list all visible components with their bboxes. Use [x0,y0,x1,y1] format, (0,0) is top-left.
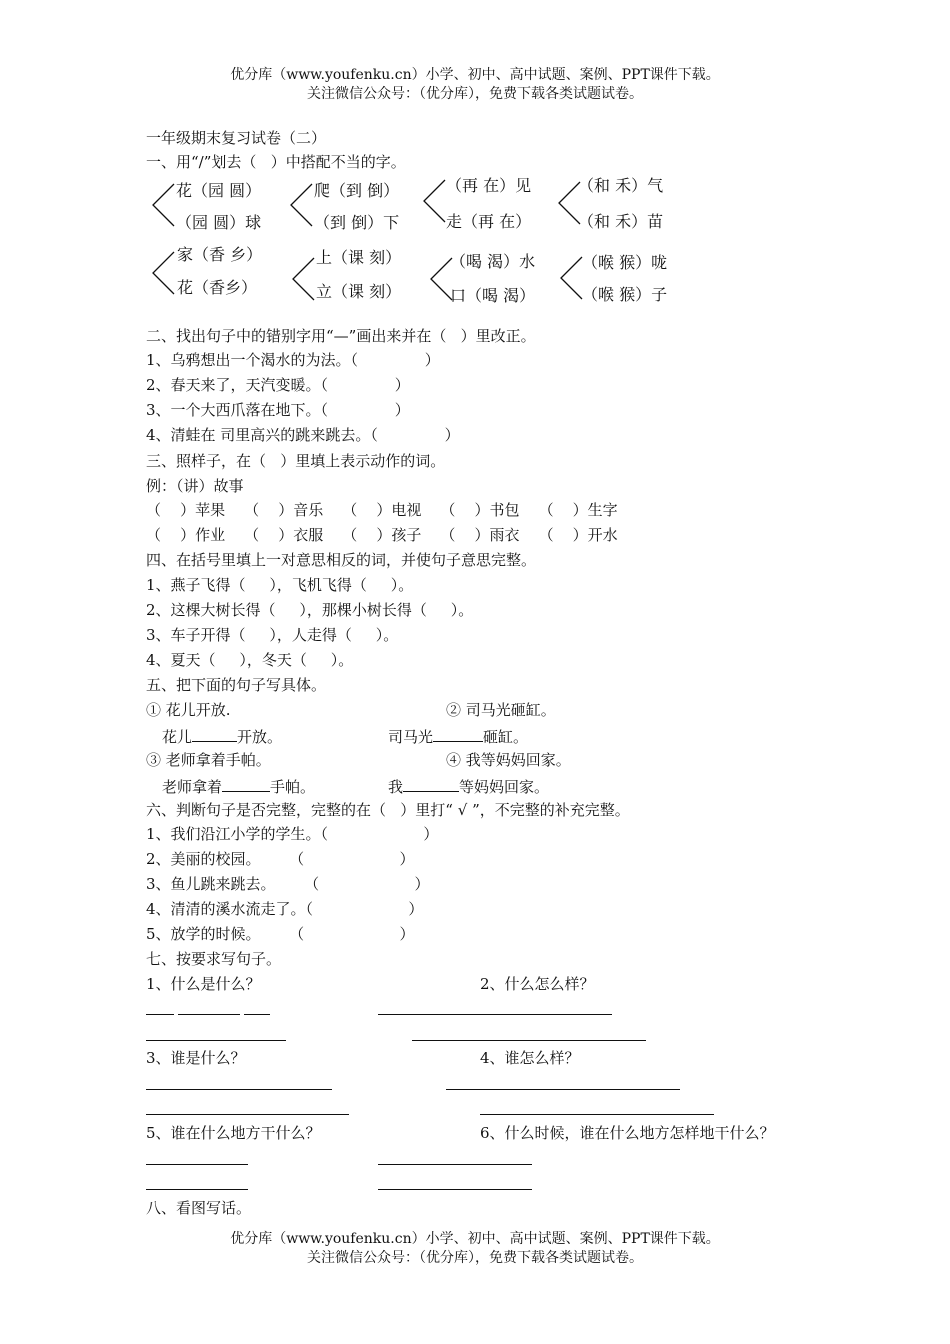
answer-rule[interactable] [480,1114,714,1115]
example-line: 例：（讲）故事 [146,477,244,495]
word-pair-top: （和 禾）气 [578,176,664,195]
question-line: 4、清蛙在 司里高兴的跳来跳去。（ ） [146,426,460,444]
answer-rule[interactable] [146,1189,248,1190]
page-footer-line2: 关注微信公众号：（优分库），免费下载各类试题试卷。 [307,1250,643,1266]
fill-row: （ ）作业 （ ）衣服 （ ）孩子 （ ）雨衣 （ ）开水 [146,526,618,544]
answer-prefix: 我 [388,778,404,796]
answer-rule[interactable] [178,1014,240,1015]
answer-suffix: 开放。 [237,728,283,746]
bracket-icon [288,180,314,230]
word-pair-top: （喉 猴）咙 [582,253,668,272]
worksheet-title: 一年级期末复习试卷（二） [146,129,327,147]
sentence-pattern: 1、什么是什么？ [146,975,261,993]
sentence-pattern: 5、谁在什么地方干什么？ [146,1124,321,1142]
prompt-sentence: ③ 老师拿着手帕。 [146,751,271,769]
section-2-heading: 二、找出句子中的错别字用“—”画出来并在（ ）里改正。 [146,327,536,345]
answer-suffix: 砸缸。 [483,728,529,746]
word-pair-bottom: （到 倒）下 [314,213,400,232]
answer-blank[interactable] [192,725,237,742]
answer-line [162,775,315,797]
answer-blank[interactable] [222,775,270,792]
bracket-icon [150,180,176,230]
answer-line [388,725,528,747]
word-pair-bottom: 立（课 刻） [316,282,402,301]
prompt-sentence: ② 司马光砸缸。 [446,701,556,719]
question-line: 3、鱼儿跳来跳去。 （ ） [146,875,430,893]
prompt-sentence: ① 花儿开放. [146,701,231,719]
section-4-heading: 四、在括号里填上一对意思相反的词，并使句子意思完整。 [146,551,537,569]
bracket-icon [290,254,316,304]
answer-blank[interactable] [433,725,483,742]
word-pair-bottom: 走（再 在） [446,212,532,231]
word-pair-top: 花（园 圆） [176,181,262,200]
answer-rule[interactable] [378,1189,532,1190]
question-line: 1、乌鸦想出一个渴水的为法。（ ） [146,351,440,369]
answer-rule[interactable] [378,1014,612,1015]
sentence-pattern: 4、谁怎么样？ [480,1049,580,1067]
bracket-icon [150,248,176,298]
question-line: 3、一个大西爪落在地下。（ ） [146,401,410,419]
word-pair-top: （喝 渴）水 [450,252,536,271]
sentence-pattern: 6、什么时候，谁在什么地方怎样地干什么？ [480,1124,775,1142]
answer-rule[interactable] [146,1164,248,1165]
word-pair-bottom: （喉 猴）子 [582,285,668,304]
question-line: 2、春天来了，天汽变暖。（ ） [146,376,410,394]
answer-rule[interactable] [146,1014,174,1015]
page-footer-line1: 优分库（www.youfenku.cn）小学、初中、高中试题、案例、PPT课件下载。 [230,1231,720,1247]
section-6-heading: 六、判断句子是否完整，完整的在（ ）里打“ √ ”，不完整的补充完整。 [146,801,630,819]
question-line: 4、清清的溪水流走了。（ ） [146,900,424,918]
question-line: 2、这棵大树长得（ ），那棵小树长得（ ）。 [146,601,474,619]
fill-row: （ ）苹果 （ ）音乐 （ ）电视 （ ）书包 （ ）生字 [146,501,618,519]
word-pair-bottom: （和 禾）苗 [578,212,664,231]
page-header-line1: 优分库（www.youfenku.cn）小学、初中、高中试题、案例、PPT课件下载。 [230,67,720,83]
bracket-icon [421,176,447,226]
page-header-line2: 关注微信公众号：（优分库），免费下载各类试题试卷。 [307,86,643,102]
word-pair-top: 爬（到 倒） [314,181,400,200]
word-pair-top: 家（香 乡） [177,245,263,264]
section-5-heading: 五、把下面的句子写具体。 [146,676,327,694]
answer-rule[interactable] [146,1114,349,1115]
answer-suffix: 等妈妈回家。 [459,778,550,796]
section-1-heading: 一、用“/”划去（ ）中搭配不当的字。 [146,153,406,171]
question-line: 1、我们沿江小学的学生。（ ） [146,825,439,843]
sentence-pattern: 3、谁是什么？ [146,1049,246,1067]
question-line: 5、放学的时候。 （ ） [146,925,415,943]
prompt-sentence: ④ 我等妈妈回家。 [446,751,571,769]
answer-rule[interactable] [378,1164,532,1165]
word-pair-bottom: 口（喝 渴） [450,286,536,305]
bracket-icon [558,253,584,303]
answer-suffix: 手帕。 [270,778,316,796]
section-8-heading: 八、看图写话。 [146,1199,252,1217]
answer-rule[interactable] [244,1014,270,1015]
section-7-heading: 七、按要求写句子。 [146,950,282,968]
word-pair-bottom: 花（香乡） [177,278,258,297]
sentence-pattern: 2、什么怎么样？ [480,975,595,993]
answer-rule[interactable] [412,1040,646,1041]
question-line: 2、美丽的校园。 （ ） [146,850,415,868]
answer-line [162,725,282,747]
answer-prefix: 司马光 [388,728,434,746]
answer-prefix: 老师拿着 [162,778,223,796]
word-pair-bottom: （园 圆）球 [176,213,262,232]
question-line: 4、夏天（ ），冬天（ ）。 [146,651,354,669]
answer-rule[interactable] [146,1040,286,1041]
answer-rule[interactable] [146,1089,332,1090]
answer-prefix: 花儿 [162,728,193,746]
answer-rule[interactable] [446,1089,680,1090]
question-line: 3、车子开得（ ），人走得（ ）。 [146,626,399,644]
answer-blank[interactable] [403,775,459,792]
question-line: 1、燕子飞得（ ），飞机飞得（ ）。 [146,576,414,594]
section-3-heading: 三、照样子，在（ ）里填上表示动作的词。 [146,452,446,470]
word-pair-top: 上（课 刻） [316,248,402,267]
word-pair-top: （再 在）见 [446,176,532,195]
answer-line [388,775,549,797]
